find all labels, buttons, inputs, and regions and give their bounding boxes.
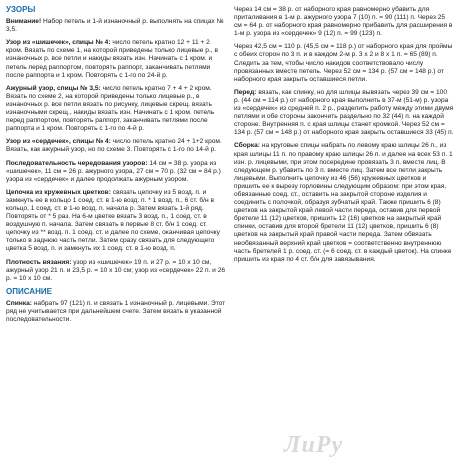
section-title-description: ОПИСАНИЕ	[6, 286, 52, 296]
paragraph	[6, 189, 228, 254]
paragraph-label: Плотность вязания:	[6, 258, 72, 266]
paragraph	[234, 43, 454, 83]
paragraph	[6, 85, 228, 134]
paragraph	[6, 160, 228, 184]
paragraph-text: Через 14 см = 38 р. от наборного края равномерно убавить для приталивания в 1-м р. ажурного узора 7 (10) п. = 90 (111) п. Через 25 см = 64 р. от наборного края равномерно прибавить для расширения в 1-м р. узора из «сердечек» 9 (12) п. = 99 (123) п.	[234, 6, 453, 38]
paragraph-label: Сборка:	[234, 142, 260, 150]
paragraph-label: Узор из «шишечек», спицы № 4:	[6, 39, 111, 47]
paragraph-label: Цепочка из кружевных цветков:	[6, 188, 111, 196]
paragraph-text: число петель кратно 12 + 11 + 2 кром. Вязать по схеме 1, на которой приведены только лицевые р., в изнаночных р. все петли и накиды вязать изн. Начинать с 1 кром. и петель перед раппортом, повторять раппорт, заканчивать петлями после раппорта и 1 кром. Повторять с 1-го по 24-й р.	[6, 39, 218, 79]
paragraph-text: на круговые спицы набрать по левому краю шлицы 26 п., из края шлицы 11 п. по правому краю шлицы 26 п. и далее на всех 53 п. 1 изн. р. лицевыми, при этом посередине провязать 3 п. вместе лиц. В следующем р. убавить по 3 п. вместе лиц. Затем все петли закрыть лицевыми. Выполнить цепочку из 46 (56) кружевных цветков и пришить ее к вырезу горловины следующим образом: при этом края, обвязанные соед. ст., оставить на закрытой стороне изделия и соединить с полочкой, образуя зубчатый край. Также пришить 6 (8) цветков на закрытой край левой части переда, оставив для первой бретели 11 (12) цветков, пришить 12 (16) цветков на закрытый край спинки, оставив для второй бретели 11 (12) цветков, пришить 6 (8) цветков на закрытый край правой части переда. Затем обвязать необвязанный верхний край цветков = соответственно внутреннюю часть бретелей 1 р. соед. ст. (= 6 соед. ст. в каждый цветок). На спинке пришить из края по 4 ст. б/н для завязывания.	[234, 142, 453, 263]
paragraph	[6, 259, 228, 283]
paragraph-label: Последовательность чередования узоров:	[6, 159, 148, 167]
left-column	[6, 6, 228, 329]
section-title-patterns: УЗОРЫ	[6, 5, 36, 14]
paragraph-label: Внимание!	[6, 18, 42, 26]
paragraph	[6, 39, 228, 79]
paragraph-text: 14 см = 38 р. узора из «шишечек», 11 см = 26 р. ажурного узора, 27 см = 70 р. (32 см = 84 р.) узора из «сердечек» и далее продолжать ажурным узором.	[6, 159, 221, 183]
left-column-body	[6, 18, 228, 324]
paragraph-text: Набор петель и 1-й изнаночный р. выполнять на спицах № 3,5.	[6, 18, 224, 34]
paragraph-text: число петель кратно 24 + 1+2 кром. Вязать, как ажурный узор, но по схеме 3. Повторять с 1-го по 14-й р.	[6, 138, 222, 154]
paragraph-text: вязать, как спинку, но для шлицы вывязать через 39 см = 100 р. (44 см = 114 р.) от наборного края выполнить в 37-м (51-м) р. узора из «сердечек» из средней п. 2 р., разделить работу между этими двумя петлями и обе стороны закончить раздельно по 32 (44) п. на каждой стороне. Внутренняя п. с края шлицы станет кромкой. Через 52 см = 134 р. (57 см = 148 р.) от наборного края закрыть оставшиеся 33 (45) п.	[234, 88, 454, 137]
right-column	[234, 6, 454, 269]
watermark-logo: ЛиРу	[284, 432, 344, 458]
paragraph	[6, 138, 228, 154]
paragraph-label: Перед:	[234, 88, 257, 96]
paragraph-label: Спинка:	[6, 299, 32, 307]
paragraph	[6, 18, 228, 34]
paragraph-label: Ажурный узор, спицы № 3,5:	[6, 84, 101, 92]
paragraph	[234, 6, 454, 38]
paragraph	[6, 300, 228, 324]
paragraph-text: Через 42,5 см = 110 р. (45,5 см = 118 р.) от наборного края для проймы с обеих сторон по 3 п. и в каждом 2-м р. 3 х 2 и 8 х 1 п. = 65 (89) п. Следить за тем, чтобы число накидов соответствовало числу провязанных вместе петель. Через 52 см = 134 р. (57 см = 148 р.) от наборного края закрыть оставшиеся петли.	[234, 43, 453, 83]
paragraph-text: связать цепочку из 5 возд. п. и замкнуть ее в кольцо 1 соед. ст. в 1-ю возд. п. * 1 возд. п., 6 ст. б/н в кольцо, 1 соед. ст. в 1-ю возд. п. начала р. Затем вязать 1-й ряд. Повторять от * 5 раз. На 6-м цветке вязать 3 возд. п., 1 соед. ст. в воздушную п. начала. Затем связать в первые 8 ст. б/н 1 соед. ст. цепочку из ** возд. п. 1 соед. ст. и далее по схеме, оканчивая цепочку только в заднюю часть петли. Затем сразу связать для следующего цветка 5 возд. п. и замкнуть их 1 соед. ст. в 1-ю возд. п.	[6, 188, 220, 253]
paragraph-text: узор из «шишечек» 19 п. и 27 р. = 10 х 10 см, ажурный узор 21 п. и 23,5 р. = 10 х 10 см; узор из «сердечек» 22 п. и 26 р. = 10 х 10 см.	[6, 258, 226, 282]
paragraph	[234, 142, 454, 263]
paragraph-text: число петель кратно 7 + 4 + 2 кром. Вязать по схеме 2, на которой приведены только лицевые р., в изнаночных р. все петли вязать по рисунку, лицевые скрещ. вязать изнаночными скрещ., накиды вязать изн. Начинать с 1 кром. петель перед раппортом, повторять раппорт, заканчивать петлями после раппорта и 1 кром. Повторять с 1-го по 4-й р.	[6, 84, 215, 133]
paragraph	[234, 89, 454, 138]
right-column-body	[234, 6, 454, 264]
paragraph-text: набрать 97 (121) п. и связать 1 изнаночный р. лицевыми. Этот ряд не учитывается при дальнейшем счете. Затем вязать в указанной последовательности.	[6, 299, 226, 324]
paragraph-label: Узор из «сердечек», спицы № 4:	[6, 138, 111, 146]
